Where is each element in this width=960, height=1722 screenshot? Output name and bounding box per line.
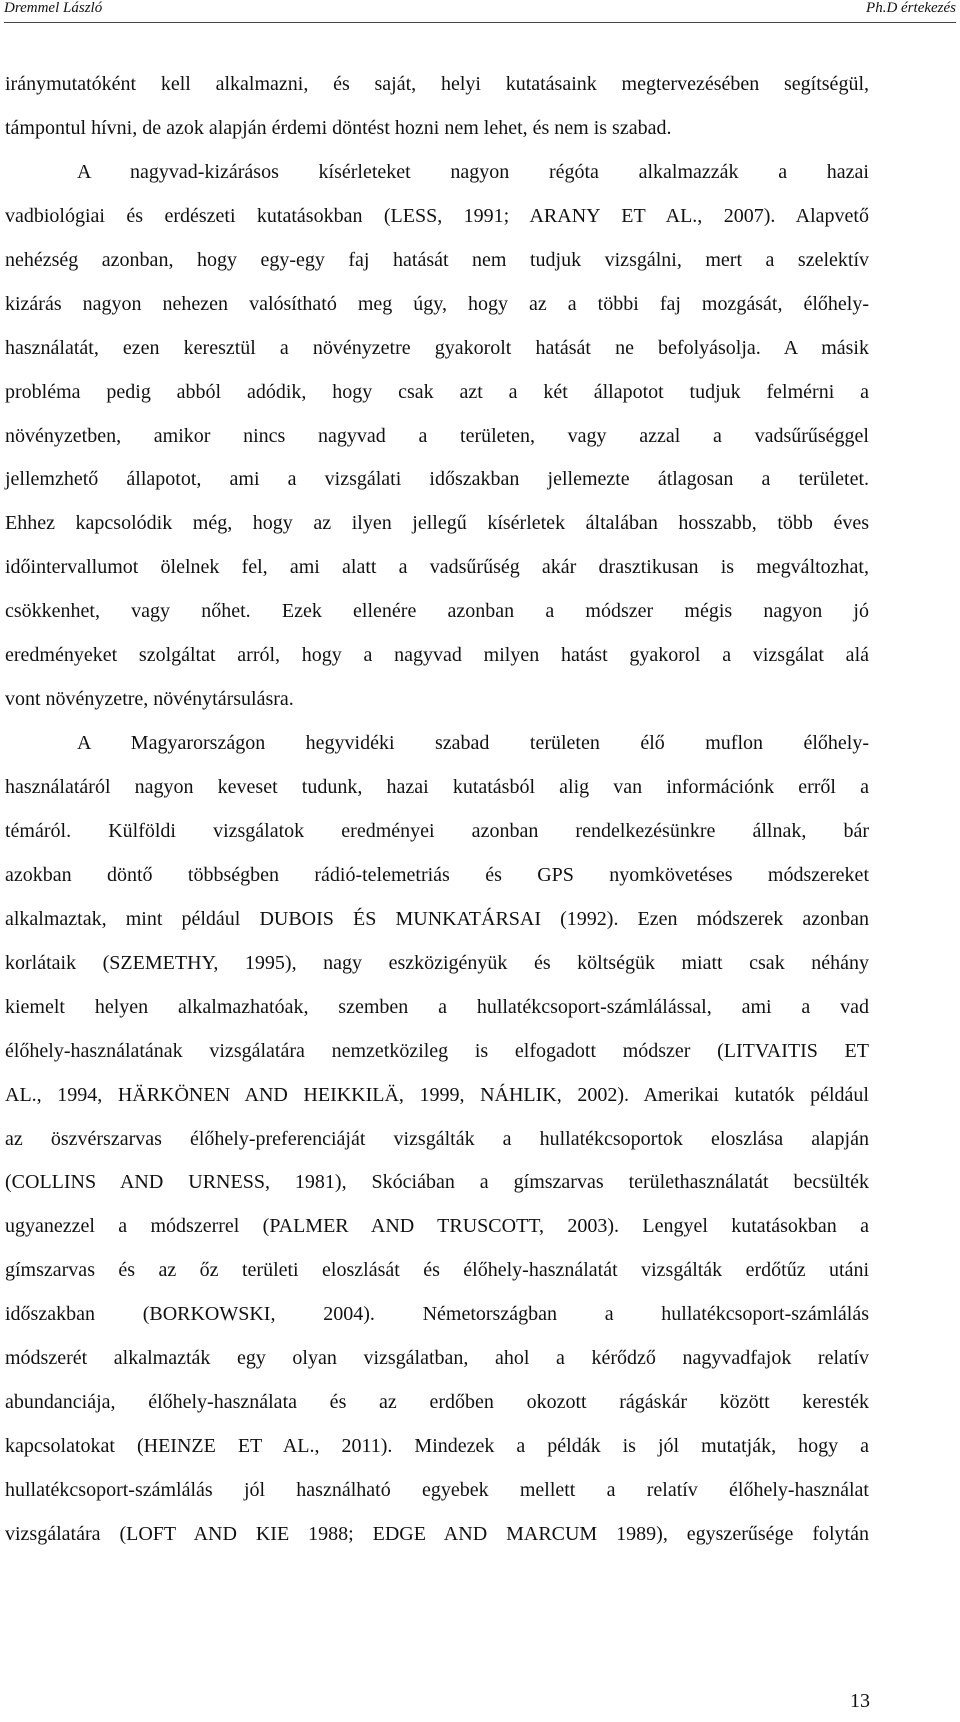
text-line: időintervallumot ölelnek fel, ami alatt a vadsűrűség akár drasztikusan is megváltozhat, — [5, 556, 869, 579]
header-author: Dremmel László — [4, 0, 103, 16]
text-line: témáról. Külföldi vizsgálatok eredményei azonban rendelkezésünkre állnak, bár — [5, 819, 869, 842]
text-line: gímszarvas és az őz területi eloszlását és élőhely-használatát vizsgálták erdőtűz utáni — [5, 1259, 869, 1282]
text-line: vadbiológiai és erdészeti kutatásokban (LESS, 1991; ARANY ET AL., 2007). Alapvető — [5, 204, 869, 227]
text-line: az öszvérszarvas élőhely-preferenciáját vizsgálták a hullatékcsoportok eloszlása alapján — [5, 1127, 869, 1150]
text-line: A nagyvad-kizárásos kísérleteket nagyon régóta alkalmazzák a hazai — [77, 160, 869, 183]
text-line: élőhely-használatának vizsgálatára nemzetközileg is elfogadott módszer (LITVAITIS ET — [5, 1039, 869, 1062]
text-line: támpontul hívni, de azok alapján érdemi döntést hozni nem lehet, és nem is szabad. — [5, 116, 672, 139]
text-line: nehézség azonban, hogy egy-egy faj hatását nem tudjuk vizsgálni, mert a szelektív — [5, 248, 869, 271]
text-line: vizsgálatára (LOFT AND KIE 1988; EDGE AND MARCUM 1989), egyszerűsége folytán — [5, 1522, 869, 1545]
text-line: alkalmaztak, mint például DUBOIS ÉS MUNKATÁRSAI (1992). Ezen módszerek azonban — [5, 907, 869, 930]
text-line: használatát, ezen keresztül a növényzetre gyakorolt hatását ne befolyásolja. A másik — [5, 336, 869, 359]
text-line: ugyanezzel a módszerrel (PALMER AND TRUSCOTT, 2003). Lengyel kutatásokban a — [5, 1215, 869, 1238]
text-line: kiemelt helyen alkalmazhatóak, szemben a hullatékcsoport-számlálással, ami a vad — [5, 995, 869, 1018]
page-number: 13 — [850, 1690, 870, 1712]
text-line: időszakban (BORKOWSKI, 2004). Németországban a hullatékcsoport-számlálás — [5, 1303, 869, 1326]
text-line: probléma pedig abból adódik, hogy csak azt a két állapotot tudjuk felmérni a — [5, 380, 869, 403]
text-line: módszerét alkalmazták egy olyan vizsgálatban, ahol a kérődző nagyvadfajok relatív — [5, 1347, 869, 1370]
text-line: használatáról nagyon keveset tudunk, hazai kutatásból alig van információnk erről a — [5, 776, 869, 798]
text-line: Ehhez kapcsolódik még, hogy az ilyen jellegű kísérletek általában hosszabb, több éves — [5, 512, 869, 535]
text-line: (COLLINS AND URNESS, 1981), Skóciában a gímszarvas területhasználatát becsülték — [5, 1171, 869, 1194]
text-line: azokban döntő többségben rádió-telemetriás és GPS nyomkövetéses módszereket — [5, 863, 869, 886]
text-line: abundanciája, élőhely-használata és az erdőben okozott rágáskár között keresték — [5, 1391, 869, 1414]
text-line: A Magyarországon hegyvidéki szabad területen élő muflon élőhely- — [77, 732, 869, 755]
text-line: vont növényzetre, növénytársulásra. — [5, 688, 294, 711]
text-line: növényzetben, amikor nincs nagyvad a területen, vagy azzal a vadsűrűséggel — [5, 424, 869, 447]
text-line: eredményeket szolgáltat arról, hogy a nagyvad milyen hatást gyakorol a vizsgálat alá — [5, 644, 869, 667]
text-line: kizárás nagyon nehezen valósítható meg úgy, hogy az a többi faj mozgását, élőhely- — [5, 292, 869, 315]
running-header — [4, 0, 956, 23]
text-line: AL., 1994, HÄRKÖNEN AND HEIKKILÄ, 1999, NÁHLIK, 2002). Amerikai kutatók például — [5, 1083, 869, 1106]
text-line: korlátaik (SZEMETHY, 1995), nagy eszközigényük és költségük miatt csak néhány — [5, 951, 869, 974]
page-body — [5, 63, 869, 1557]
text-line: kapcsolatokat (HEINZE ET AL., 2011). Mindezek a példák is jól mutatják, hogy a — [5, 1435, 869, 1458]
text-line: iránymutatóként kell alkalmazni, és saját, helyi kutatásaink megtervezésében segítségül, — [5, 73, 869, 95]
text-line: jellemzhető állapotot, ami a vizsgálati időszakban jellemezte átlagosan a területet. — [5, 468, 869, 491]
text-line: hullatékcsoport-számlálás jól használható egyebek mellett a relatív élőhely-használat — [5, 1479, 869, 1501]
header-title: Ph.D értekezés — [866, 0, 956, 16]
text-line: csökkenhet, vagy nőhet. Ezek ellenére azonban a módszer mégis nagyon jó — [5, 600, 869, 623]
